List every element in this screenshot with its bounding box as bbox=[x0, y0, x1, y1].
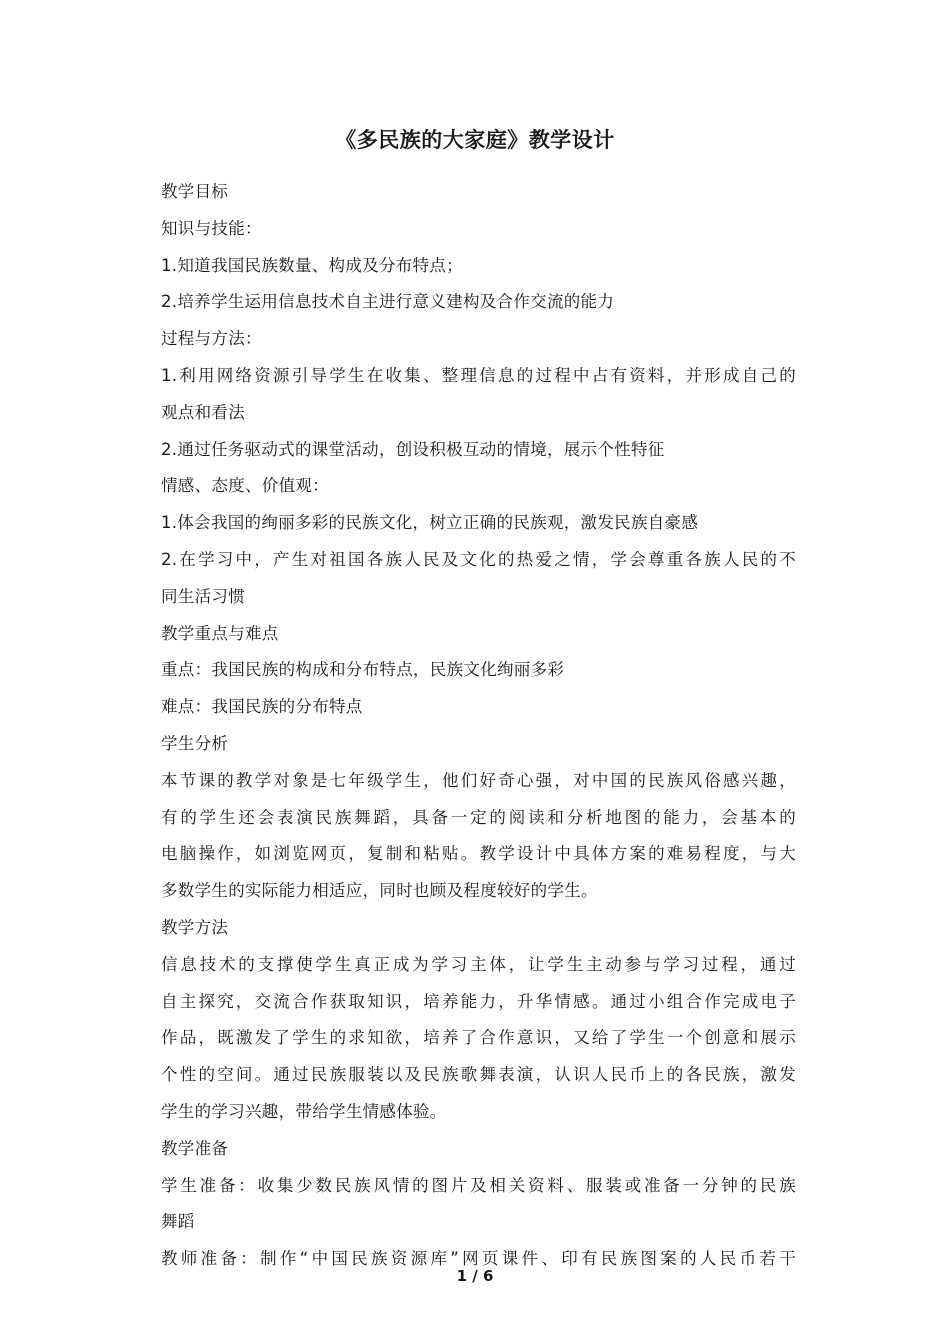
text-line: 教学重点与难点 bbox=[161, 623, 279, 643]
text-line: 重点：我国民族的构成和分布特点，民族文化绚丽多彩 bbox=[161, 660, 565, 680]
text-line: 学生的学习兴趣，带给学生情感体验。 bbox=[161, 1101, 447, 1121]
text-line: 教学方法 bbox=[161, 917, 229, 937]
text-line: 教学目标 bbox=[161, 182, 229, 201]
text-line: 2.通过任务驱动式的课堂活动，创设积极互动的情境，展示个性特征 bbox=[161, 439, 665, 459]
text-line: 有的学生还会表演民族舞蹈，具备一定的阅读和分析地图的能力，会基本的 bbox=[161, 807, 796, 827]
text-line: 情感、态度、价值观： bbox=[161, 476, 329, 496]
text-line: 本节课的教学对象是七年级学生，他们好奇心强，对中国的民族风俗感兴趣， bbox=[161, 770, 796, 790]
text-line: 2.在学习中，产生对祖国各族人民及文化的热爱之情，学会尊重各族人民的不 bbox=[161, 549, 796, 569]
text-line: 舞蹈 bbox=[161, 1212, 195, 1232]
text-line: 电脑操作，如浏览网页，复制和粘贴。教学设计中具体方案的难易程度，与大 bbox=[161, 844, 796, 864]
text-line: 教学准备 bbox=[161, 1138, 229, 1158]
text-line: 学生准备：收集少数民族风情的图片及相关资料、服装或准备一分钟的民族 bbox=[161, 1175, 796, 1195]
text-line: 信息技术的支撑使学生真正成为学习主体，让学生主动参与学习过程，通过 bbox=[161, 954, 796, 974]
text-line: 个性的空间。通过民族服装以及民族歌舞表演，认识人民币上的各民族，激发 bbox=[161, 1065, 796, 1085]
document-body bbox=[161, 174, 796, 1278]
text-line: 1.知道我国民族数量、构成及分布特点； bbox=[161, 255, 463, 275]
text-line: 作品，既激发了学生的求知欲，培养了合作意识，又给了学生一个创意和展示 bbox=[161, 1028, 796, 1048]
text-line: 过程与方法： bbox=[161, 329, 262, 349]
text-line: 同生活习惯 bbox=[161, 586, 245, 606]
text-line: 2.培养学生运用信息技术自主进行意义建构及合作交流的能力 bbox=[161, 292, 615, 312]
text-line: 教师准备：制作“中国民族资源库”网页课件、印有民族图案的人民币若干 bbox=[161, 1249, 796, 1269]
text-line: 1.体会我国的绚丽多彩的民族文化，树立正确的民族观，激发民族自豪感 bbox=[161, 513, 699, 533]
text-line: 学生分析 bbox=[161, 733, 229, 753]
text-line: 1.利用网络资源引导学生在收集、整理信息的过程中占有资料，并形成自己的 bbox=[161, 365, 796, 385]
text-line: 自主探究，交流合作获取知识，培养能力，升华情感。通过小组合作完成电子 bbox=[161, 991, 796, 1011]
text-line: 知识与技能： bbox=[161, 218, 262, 238]
text-line: 观点和看法 bbox=[161, 402, 245, 422]
text-line: 多数学生的实际能力相适应，同时也顾及程度较好的学生。 bbox=[161, 881, 598, 901]
page-number: 1 / 6 bbox=[456, 1267, 494, 1285]
text-line: 难点：我国民族的分布特点 bbox=[161, 697, 363, 717]
document-title: 《多民族的大家庭》教学设计 bbox=[335, 128, 615, 152]
